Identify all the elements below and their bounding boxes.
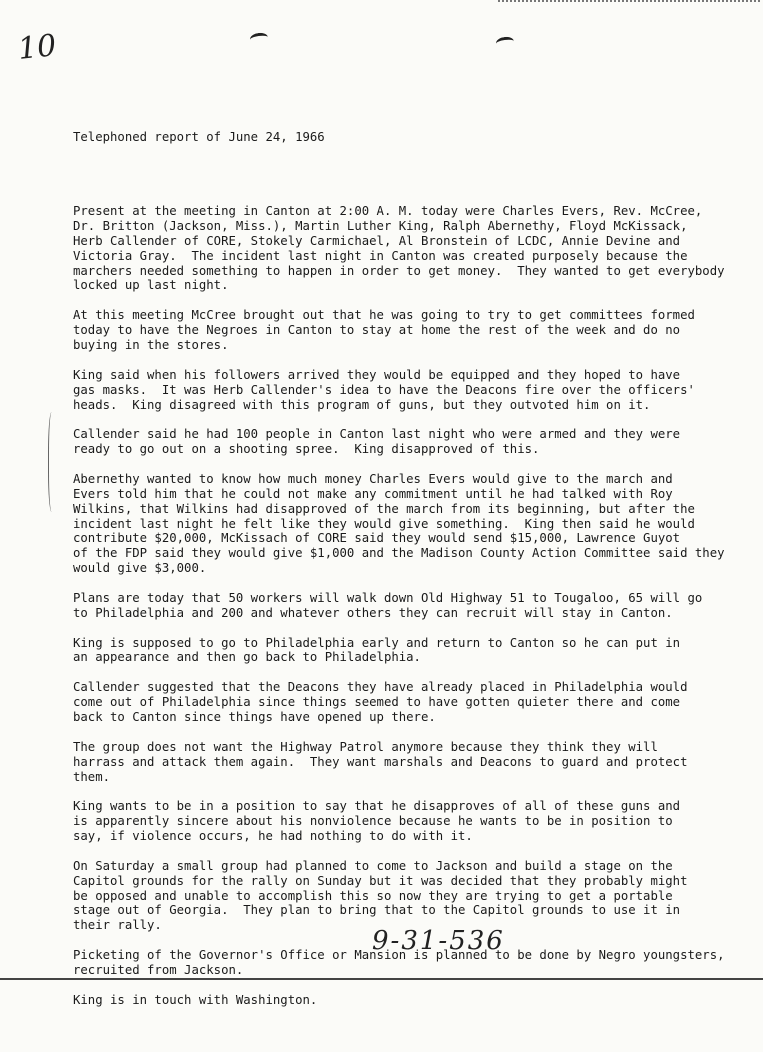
text-line: buying in the stores. bbox=[73, 337, 229, 352]
text-line: King is in touch with Washington. bbox=[73, 992, 318, 1007]
paragraph-8 bbox=[73, 680, 743, 725]
hole-punch-mark-left bbox=[249, 32, 268, 45]
text-line: locked up last night. bbox=[73, 278, 229, 293]
text-line: Victoria Gray. The incident last night in Canton was created purposely because the bbox=[73, 248, 688, 263]
handwritten-page-number: 10 bbox=[16, 28, 58, 67]
paragraph-6 bbox=[73, 591, 743, 621]
text-line: today to have the Negroes in Canton to stay at home the rest of the week and do no bbox=[73, 323, 681, 338]
text-line: King wants to be in a position to say that he disapproves of all of these guns and bbox=[73, 799, 681, 814]
hole-punch-mark-right bbox=[495, 36, 514, 49]
text-line: harrass and attack them again. They want marshals and Deacons to guard and protect bbox=[73, 754, 688, 769]
text-line: marchers needed something to happen in order to get money. They wanted to get everybody bbox=[73, 263, 725, 278]
handwritten-file-number: 9-31-536 bbox=[372, 926, 505, 956]
text-line: back to Canton since things have opened up there. bbox=[73, 710, 436, 724]
paragraph-11 bbox=[73, 859, 743, 933]
text-line: gas masks. It was Herb Callender's idea to have the Deacons fire over the officers' bbox=[73, 382, 695, 397]
text-line: be opposed and unable to accomplish this so now they are trying to get a portable bbox=[73, 888, 673, 903]
text-line: On Saturday a small group had planned to come to Jackson and build a stage on the bbox=[73, 858, 673, 873]
text-line: incident last night he felt like they would give something. King then said he would bbox=[73, 516, 695, 531]
paragraph-2 bbox=[73, 308, 743, 353]
text-line: Capitol grounds for the rally on Sunday but it was decided that they probably might bbox=[73, 873, 688, 888]
text-line: Evers told him that he could not make any commitment until he had talked with Roy bbox=[73, 486, 673, 501]
text-line: Wilkins, that Wilkins had disapproved of the march from its beginning, but after the bbox=[73, 501, 695, 516]
text-line: say, if violence occurs, he had nothing to do with it. bbox=[73, 829, 473, 844]
paragraph-7 bbox=[73, 636, 743, 666]
text-line: is apparently sincere about his nonviolence because he wants to be in position to bbox=[73, 814, 673, 829]
report-heading: Telephoned report of June 24, 1966 bbox=[73, 129, 325, 144]
text-line: Plans are today that 50 workers will walk down Old Highway 51 to Tougaloo, 65 will go bbox=[73, 590, 703, 605]
paragraph-13 bbox=[73, 993, 743, 1008]
text-line: come out of Philadelphia since things seemed to have gotten quieter there and come bbox=[73, 695, 681, 710]
text-line: Picketing of the Governor's Office or Mansion is planned to be done by Negro youngsters, bbox=[73, 948, 725, 963]
text-line: Callender suggested that the Deacons they have already placed in Philadelphia would bbox=[73, 680, 688, 695]
top-dotted-line bbox=[498, 0, 760, 4]
text-line: contribute $20,000, McKissach of CORE said they would send $15,000, Lawrence Guyot bbox=[73, 531, 681, 546]
text-line: heads. King disagreed with this program of guns, but they outvoted him on it. bbox=[73, 397, 651, 412]
text-line: recruited from Jackson. bbox=[73, 962, 244, 977]
paragraph-10 bbox=[73, 799, 743, 844]
text-line: Callender said he had 100 people in Canton last night who were armed and they were bbox=[73, 427, 681, 442]
text-line: ready to go out on a shooting spree. King disapproved of this. bbox=[73, 442, 540, 457]
text-line: Present at the meeting in Canton at 2:00 A. M. today were Charles Evers, Rev. McCree, bbox=[73, 204, 703, 219]
text-line: King said when his followers arrived they would be equipped and they hoped to have bbox=[73, 367, 681, 382]
margin-bracket-annotation bbox=[48, 412, 57, 512]
text-line: their rally. bbox=[73, 918, 162, 933]
text-line: Abernethy wanted to know how much money Charles Evers would give to the march and bbox=[73, 472, 673, 487]
bottom-border-line bbox=[0, 978, 763, 980]
paragraph-5 bbox=[73, 472, 743, 576]
text-line: of the FDP said they would give $1,000 and the Madison County Action Committee said they bbox=[73, 546, 725, 561]
paragraph-1 bbox=[73, 204, 743, 293]
typed-report bbox=[73, 100, 743, 1052]
paragraph-9 bbox=[73, 740, 743, 785]
text-line: an appearance and then go back to Philadelphia. bbox=[73, 650, 421, 665]
text-line: Herb Callender of CORE, Stokely Carmichael, Al Bronstein of LCDC, Annie Devine and bbox=[73, 233, 681, 248]
report-paragraphs bbox=[73, 204, 743, 1007]
text-line: The group does not want the Highway Patrol anymore because they think they will bbox=[73, 739, 658, 754]
text-line: to Philadelphia and 200 and whatever others they can recruit will stay in Canton. bbox=[73, 605, 673, 620]
text-line: stage out of Georgia. They plan to bring that to the Capitol grounds to use it in bbox=[73, 903, 681, 918]
text-line: would give $3,000. bbox=[73, 561, 207, 576]
text-line: them. bbox=[73, 769, 111, 784]
text-line: King is supposed to go to Philadelphia early and return to Canton so he can put in bbox=[73, 635, 681, 650]
paragraph-3 bbox=[73, 368, 743, 413]
paragraph-4 bbox=[73, 427, 743, 457]
text-line: At this meeting McCree brought out that he was going to try to get committees formed bbox=[73, 308, 695, 323]
text-line: Dr. Britton (Jackson, Miss.), Martin Luther King, Ralph Abernethy, Floyd McKissack, bbox=[73, 219, 688, 234]
